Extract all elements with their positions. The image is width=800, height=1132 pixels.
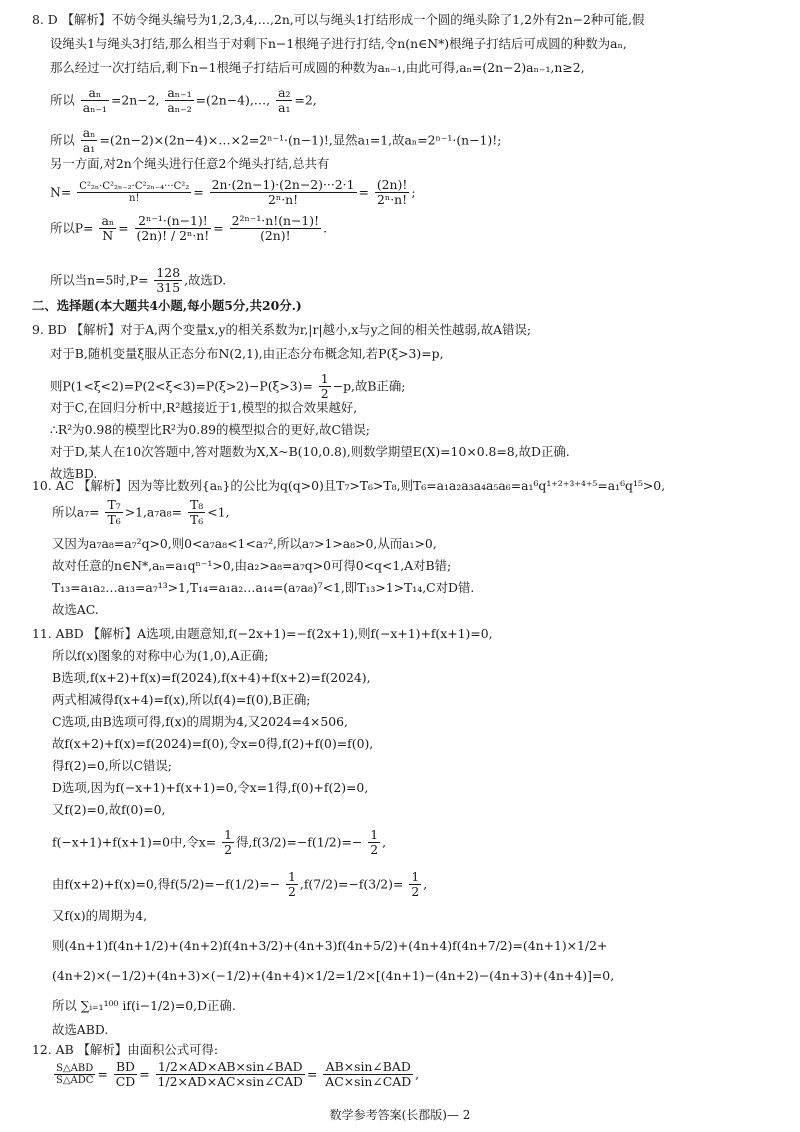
q10-line-5: T₁₃=a₁a₂…a₁₃=a₇¹³>1,T₁₄=a₁a₂…a₁₄=(a₇a₈)⁷<1,即T₁₃>1>T₁₄,C对D错. xyxy=(52,580,475,595)
fraction: $\frac{2n\cdot(2n-1)\cdot(2n-2)\cdot\cdot\cdot 2\cdot 1}{\text{2ⁿ·n!}}$ xyxy=(211,177,355,208)
q11-line-12: 又f(x)的周期为4, xyxy=(52,908,148,923)
q8-conclusion: 所以当n=5时,P= $\frac{128}{315}$ ,故选D. xyxy=(50,265,227,296)
q11-line-7: 得f(2)=0,所以C错误; xyxy=(52,758,172,773)
q9-line-4: 对于C,在回归分析中,R²越接近于1,模型的拟合效果越好, xyxy=(50,400,358,415)
fraction: $\frac{1}{2}$ xyxy=(370,827,379,858)
fraction: $\frac{\text{aₙ}}{\text{a₁}}$ xyxy=(82,125,96,156)
fraction: $\frac{\text{aₙ}}{N}$ xyxy=(101,213,115,244)
fraction: $\frac{\text{aₙ}}{\text{aₙ₋₁}}$ xyxy=(82,85,107,116)
q9-line-3: 则P(1<ξ<2)=P(2<ξ<3)=P(ξ>2)−P(ξ>3)= $\frac{1}{2}$ −p,故B正确; xyxy=(50,371,406,402)
q9-line-6: 对于D,某人在10次答题中,答对题数为X,X~B(10,0.8),则数学期望E(X)=10×0.8=8,故D正确. xyxy=(50,444,570,459)
q11-line-14: (4n+2)×(−1/2)+(4n+3)×(−1/2)+(4n+4)×1/2=1/2×[(4n+1)−(4n+2)−(4n+3)+(4n+4)]=0, xyxy=(52,968,615,983)
q10-line-1: 10. AC 【解析】因为等比数列{aₙ}的公比为q(q>0)且T₇>T₆>T₈,则T₆=a₁a₂a₃a₄a₅a₆=a₁⁶q¹⁺²⁺³⁺⁴⁺⁵=a₁⁶q¹⁵>0, xyxy=(32,478,666,493)
q10-line-2: 所以a₇= $\frac{\text{T₇}}{\text{T₆}}$ >1,a₇a₈= $\frac{\text{T₈}}{\text{T₆}}$ <1, xyxy=(52,497,230,528)
q8-line-2: 设绳头1与绳头3打结,那么相当于对剩下n−1根绳子进行打结,令n(n∈N*)根绳子打结后可成圆的种数为aₙ, xyxy=(50,36,627,51)
q12-line-1: 12. AB 【解析】由面积公式可得: xyxy=(32,1042,219,1057)
fraction: $\frac{1}{2}$ xyxy=(224,827,232,858)
answer-page xyxy=(32,8,776,1108)
page-footer: 数学参考答案(长郡版)— 2 xyxy=(329,1108,471,1122)
fraction: $\frac{\text{a₂}}{\text{a₁}}$ xyxy=(278,85,291,116)
q11-line-13: 则(4n+1)f(4n+1/2)+(4n+2)f(4n+3/2)+(4n+3)f(4n+5/2)+(4n+4)f(4n+7/2)=(4n+1)×1/2+ xyxy=(52,938,608,953)
q8-line-3: 那么经过一次打结后,剩下n−1根绳子打结后可成圆的种数为aₙ₋₁,由此可得,aₙ=(2n−2)aₙ₋₁,n≥2, xyxy=(50,60,585,75)
q9-line-1: 9. BD 【解析】对于A,两个变量x,y的相关系数为r,|r|越小,x与y之间的相关性越弱,故A错误; xyxy=(32,322,532,337)
q11-line-2: 所以f(x)图象的对称中心为(1,0),A正确; xyxy=(52,648,269,663)
q8-product-line: 所以 $\frac{\text{aₙ}}{\text{a₁}}$ =(2n−2)×(2n−4)×…×2=2ⁿ⁻¹·(n−1)!,显然a₁=1,故aₙ=2ⁿ⁻¹·(n−1)!; xyxy=(50,125,502,156)
q11-line-10: f(−x+1)+f(x+1)=0中,令x= $\frac{1}{2}$ 得,f(3/2)=−f(1/2)=− $\frac{1}{2}$ , xyxy=(52,827,387,858)
q11-line-9: 又f(2)=0,故f(0)=0, xyxy=(52,802,166,817)
q11-line-5: C选项,由B选项可得,f(x)的周期为4,又2024=4×506, xyxy=(52,714,348,729)
fraction: $\frac{128}{315}$ xyxy=(156,265,181,296)
q8-P-formula: 所以P= $\frac{\text{aₙ}}{N}$ = $\frac{\text{2ⁿ⁻¹·(n−1)!}}{\text{(2n)! / 2ⁿ·n!}}$ = $\frac{\text{2²ⁿ⁻¹·n!(n−1)!}}{(2n)!}$ . xyxy=(50,213,328,244)
fraction: $\frac{\text{aₙ₋₁}}{\text{aₙ₋₂}}$ xyxy=(167,85,192,116)
fraction: $\frac{\text{2ⁿ⁻¹·(n−1)!}}{\text{(2n)! / 2ⁿ·n!}}$ xyxy=(136,213,210,244)
q11-line-4: 两式相减得f(x+4)=f(x),所以f(4)=f(0),B正确; xyxy=(52,692,311,707)
q11-line-3: B选项,f(x+2)+f(x)=f(2024),f(x+4)+f(x+2)=f(2024), xyxy=(52,670,371,685)
q11-line-16: 故选ABD. xyxy=(52,1022,109,1037)
q8-N-formula: N= $\frac{\text{C²₂ₙ·C²₂ₙ₋₂·C²₂ₙ₋₄···C²₂}}{n!}$ = $\frac{2n\cdot(2n-1)\cdot(2n-2)\cdot\cdot\cdot 2\cdot 1}{\text{2ⁿ·n!}}$ = $\frac{(2n)!}{\text{2ⁿ·n!}}$ ; xyxy=(50,177,416,208)
fraction: $\frac{\text{1/2×AD×AB×sin∠BAD}}{\text{1/2×AD×AC×sin∠CAD}}$ xyxy=(157,1059,303,1090)
section-heading: 二、选择题(本大题共4小题,每小题5分,共20分.) xyxy=(32,298,302,313)
q10-line-3: 又因为a₇a₈=a₇²q>0,则0<a₇a₈<1<a₇²,所以a₇>1>a₈>0,从而a₁>0, xyxy=(52,536,437,551)
q8-ratio-line: 所以 $\frac{\text{aₙ}}{\text{aₙ₋₁}}$ =2n−2, $\frac{\text{aₙ₋₁}}{\text{aₙ₋₂}}$ =(2n−4),…, $\frac{\text{a₂}}{\text{a₁}}$ =2, xyxy=(50,85,317,116)
q11-line-1: 11. ABD 【解析】A选项,由题意知,f(−2x+1)=−f(2x+1),则f(−x+1)+f(x+1)=0, xyxy=(32,626,493,641)
fraction: $\frac{(2n)!}{\text{2ⁿ·n!}}$ xyxy=(376,177,408,208)
fraction: $\frac{1}{2}$ xyxy=(288,869,296,900)
q10-line-4: 故对任意的n∈N*,aₙ=a₁qⁿ⁻¹>0,由a₂>a₈=a₇q>0可得0<q<1,A对B错; xyxy=(52,558,452,573)
q9-line-5: ∴R²为0.98的模型比R²为0.89的模型拟合的更好,故C错误; xyxy=(50,422,370,437)
q8-line-6: 另一方面,对2n个绳头进行任意2个绳头打结,总共有 xyxy=(50,156,330,171)
fraction: $\frac{\text{T₈}}{\text{T₆}}$ xyxy=(189,497,204,528)
fraction: $\frac{\text{T₇}}{\text{T₆}}$ xyxy=(107,497,121,528)
q11-line-6: 故f(x+2)+f(x)=f(2024)=f(0),令x=0得,f(2)+f(0)=f(0), xyxy=(52,736,374,751)
q11-line-8: D选项,因为f(−x+1)+f(x+1)=0,令x=1得,f(0)+f(2)=0, xyxy=(52,780,369,795)
q11-line-15: 所以 ∑ᵢ₌₁¹⁰⁰ if(i−1/2)=0,D正确. xyxy=(52,998,236,1013)
fraction: $\frac{1}{2}$ xyxy=(320,371,329,402)
q8-line-1: 8. D 【解析】不妨令绳头编号为1,2,3,4,…,2n,可以与绳头1打结形成一个圆的绳头除了1,2外有2n−2种可能,假 xyxy=(32,12,645,27)
fraction: $\frac{\text{AB×sin∠BAD}}{\text{AC×sin∠CAD}}$ xyxy=(325,1059,412,1090)
fraction: $\frac{\text{C²₂ₙ·C²₂ₙ₋₂·C²₂ₙ₋₄···C²₂}}{n!}$ xyxy=(79,180,190,205)
q9-line-2: 对于B,随机变量ξ服从正态分布N(2,1),由正态分布概念知,若P(ξ>3)=p, xyxy=(50,346,444,361)
q11-line-11: 由f(x+2)+f(x)=0,得f(5/2)=−f(1/2)=− $\frac{1}{2}$ ,f(7/2)=−f(3/2)= $\frac{1}{2}$ , xyxy=(52,869,428,900)
fraction: $\frac{BD}{CD}$ xyxy=(115,1059,136,1090)
q9-line-7: 故选BD. xyxy=(50,466,98,481)
q10-line-6: 故选AC. xyxy=(52,602,99,617)
fraction: $\frac{\text{S△ABD}}{\text{S△ADC}}$ xyxy=(56,1062,94,1087)
fraction: $\frac{1}{2}$ xyxy=(411,869,420,900)
q12-area-formula: $\frac{\text{S△ABD}}{\text{S△ADC}}$ = $\frac{BD}{CD}$ = $\frac{\text{1/2×AD×AB×sin∠BAD}}{\text{1/2×AD×AC×sin∠CAD}}$ = $\frac{\text{AB×sin∠BAD}}{\text{AC×sin∠CAD}}$ , xyxy=(56,1059,420,1090)
fraction: $\frac{\text{2²ⁿ⁻¹·n!(n−1)!}}{(2n)!}$ xyxy=(231,213,320,244)
